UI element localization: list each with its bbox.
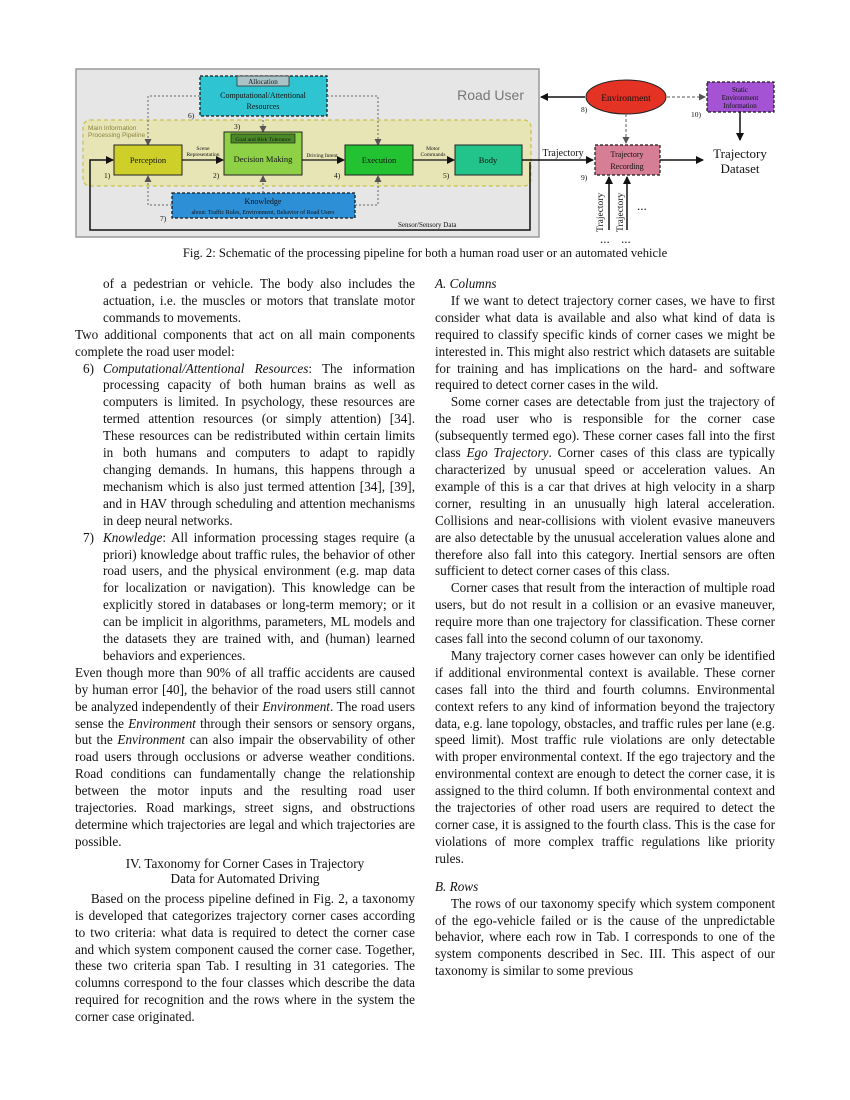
- item-7-number: 7): [83, 529, 94, 545]
- resources-label-2: Resources: [246, 102, 280, 111]
- road-user-title: Road User: [457, 87, 524, 103]
- traj-dataset-2: Dataset: [720, 161, 760, 176]
- figure-2: [0, 0, 850, 268]
- label-n6: 6): [188, 111, 195, 120]
- list-item-6: [75, 361, 415, 530]
- paragraph-rows-1: The rows of our taxonomy specify which system component of the ego-vehicle failed or is the cause of the unpredictable behavior, where each row in Tab. I corresponds to one of the system components described in Sec. III. This aspect of our taxonomy is similar to some previous: [435, 895, 775, 979]
- env-term-3: Environment: [117, 732, 186, 748]
- execution-label: Execution: [361, 155, 397, 165]
- motor-cmd-1: Motor: [426, 146, 440, 152]
- p2-text-b: . Corner cases of this class are typically characterized by unusual speed or acceleration values. An example of this is a car that drives at high velocity in a sharp corner, resulting in an unusually high lateral acceleration. Collisions and near-collisions with violent evasive maneuvers are also detectable by the unusual acceleration values alone and therefore also fall into this category. Inertial sensors are often sufficient to detect corner cases of this class.: [435, 445, 775, 579]
- p2-term: Ego Trajectory: [466, 445, 549, 461]
- static-env-3: Information: [723, 102, 757, 110]
- ellipsis-2: ...: [600, 231, 610, 245]
- paragraph-environment: [75, 665, 415, 851]
- motor-cmd-2: Commands: [420, 152, 446, 158]
- label-n3: 3): [234, 122, 241, 131]
- item-7-term: Knowledge: [103, 529, 163, 545]
- trajectory-edge-label: Trajectory: [542, 148, 584, 159]
- right-column: [435, 276, 775, 980]
- list-item-7: [75, 530, 415, 665]
- env-text-d: can also impair the observability of other road users through occlusions or adverse weather conditions. Road conditions can fundamentally change the relationship between the motor inputs and the resulting road user trajectories. Road markings, street signs, and obstructions determine which trajectories are legal and which trajectories are possible.: [75, 732, 416, 849]
- paragraph-intro: Two additional components that act on all main components complete the road user model:: [75, 326, 415, 359]
- traj-rec-1: Trajectory: [610, 150, 644, 159]
- decision-making-label: Decision Making: [233, 154, 293, 164]
- env-term-1: Environment: [262, 698, 330, 714]
- p2-text-a: Some corner cases are detectable from just the trajectory of the road user who is responsible for the corner case (subsequently termed ego). These corner cases fall into the first class: [435, 394, 775, 461]
- paragraph-columns-2: [435, 394, 775, 580]
- label-n9: 9): [581, 173, 588, 182]
- pipeline-label-2: Processing Pipeline: [88, 132, 146, 139]
- body-label: Body: [478, 155, 498, 165]
- static-env-1: Static: [732, 86, 748, 94]
- env-term-2: Environment: [128, 715, 196, 731]
- paragraph-columns-4: Many trajectory corner cases however can only be identified if additional environmental context is available. These corner cases fall into the third and fourth columns. Environmental context refers to any kind of information beyond the trajectory data, e.g. lane topology, obstacles, and traffic rules per lane (e.g. speed limit). Most traffic rule violations are only detectable with proper environmental context. If the ego trajectory and the environmental context are enough to detect the corner case, it is assigned to the third column. If both environmental context and the trajectories of other road users are required to detect the corner case, it is assigned to the fourth class. This is the case for violations of more complex traffic regulations like priority rules.: [435, 647, 775, 866]
- left-column: [75, 276, 415, 1026]
- section-heading-line-2: Data for Automated Driving: [170, 871, 320, 887]
- sensor-label: Sensor/Sensory Data: [398, 221, 457, 229]
- paragraph-columns-3: Corner cases that result from the interaction of multiple road users, but do not result in a collision or an evasive maneuver, require more than one trajectory for classification. These corner cases fall into the second column of our taxonomy.: [435, 580, 775, 647]
- label-n5: 5): [443, 171, 450, 180]
- ellipsis-3: ...: [621, 231, 631, 245]
- environment-label: Environment: [601, 94, 651, 104]
- subsection-columns: A. Columns: [435, 276, 497, 291]
- paragraph-section: Based on the process pipeline defined in Fig. 2, a taxonomy is developed that categorizes trajectory corner cases according to two criteria: what data is required to detect the corner case and which system component caused the corner case. Together, these two criteria span Tab. I resulting in 31 categories. The columns correspond to the four classes which describe the data required for recognition and the rows where in the system the corner case originated.: [75, 890, 415, 1025]
- env-text-a: Even though more than 90% of all traffic accidents are caused by human error [40], the behavior of the road users still cannot be analyzed independently of their: [75, 664, 415, 714]
- ellipsis-1: ...: [637, 198, 647, 213]
- section-heading: [75, 856, 415, 887]
- item-6-term: Computational/Attentional Resources: [103, 360, 309, 376]
- env-text-b: . The road users sense the: [75, 698, 415, 731]
- label-n10: 10): [691, 110, 701, 119]
- scene-repr-2: Representation: [186, 152, 220, 158]
- pipeline-diagram: [0, 0, 850, 245]
- vert-traj-1: Trajectory: [596, 192, 606, 232]
- goal-risk-label: Goal and Risk Tolerance: [235, 137, 291, 143]
- label-n1: 1): [104, 171, 111, 180]
- perception-label: Perception: [129, 155, 167, 165]
- item-6-number: 6): [83, 360, 94, 376]
- label-n2: 2): [213, 171, 220, 180]
- label-n4: 4): [334, 171, 341, 180]
- allocation-label: Allocation: [248, 78, 278, 86]
- knowledge-title: Knowledge: [244, 197, 282, 206]
- label-n8: 8): [581, 105, 588, 114]
- driving-intent: Driving Intent: [306, 153, 338, 159]
- knowledge-sub: about: Traffic Rules, Environment, Behavior of Road Users: [191, 210, 335, 216]
- pipeline-label-1: Main Information: [88, 125, 137, 132]
- paragraph-body-continued: of a pedestrian or vehicle. The body also includes the actuation, i.e. the muscles or motors that translate motor commands to movements.: [103, 276, 415, 325]
- subsection-rows: B. Rows: [435, 878, 479, 894]
- figure-caption: Fig. 2: Schematic of the processing pipeline for both a human road user or an automated vehicle: [182, 246, 668, 260]
- static-env-2: Environment: [721, 94, 759, 102]
- item-6-text: : The information processing capacity of both human brains as well as computers is limited. In psychology, these resources are termed attention resources (or simply attention) [34]. These resources can be redistributed within certain limits in both humans and computers to adapt to rapidly changing demands. In humans, this happens through a mechanism which is also just termed attention [34], [39], and in HAV through scheduling and attention mechanisms in deep neural networks.: [103, 360, 415, 528]
- scene-repr-1: Scene: [196, 146, 210, 152]
- env-text-c: through their sensors or sensory organs, but the: [75, 715, 415, 748]
- resources-label-1: Computational/Attentional: [220, 91, 306, 100]
- item-7-text: : All information processing stages require (a priori) knowledge about traffic rules, the behavior of other road users, and the physical environment (e.g. map data for localization or navigation). This knowledge can be explicitly stored in databases or long-term memory; or it can be implicit in algorithms, parameters, ML models and the datasets they are trained with, and (human) learned behaviors and experiences.: [103, 529, 415, 663]
- section-heading-line-1: IV. Taxonomy for Corner Cases in Trajectory: [125, 855, 365, 871]
- vert-traj-2: Trajectory: [616, 192, 626, 232]
- traj-dataset-1: Trajectory: [713, 146, 767, 161]
- label-n7: 7): [160, 214, 167, 223]
- traj-rec-2: Recording: [610, 162, 644, 171]
- paragraph-columns-1: If we want to detect trajectory corner cases, we have to first consider what data is available and also what kind of data is required to classify specific kinds of corner cases we might be interested in. This might also restrict which datasets are suitable for training and has implications on the hard- and software required to detect corner cases in the wild.: [435, 292, 775, 393]
